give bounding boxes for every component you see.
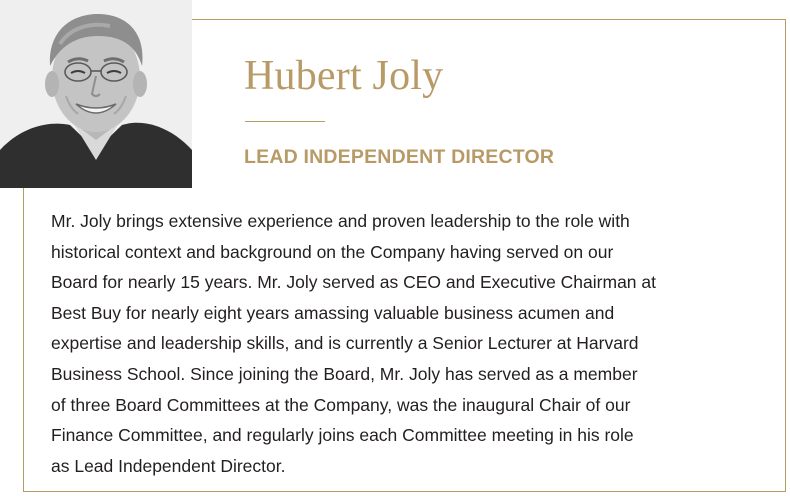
bio-line: Best Buy for nearly eight years amassing valuable business acumen and bbox=[51, 302, 615, 323]
person-title: LEAD INDEPENDENT DIRECTOR bbox=[244, 146, 555, 168]
person-name: Hubert Joly bbox=[244, 53, 444, 99]
name-divider bbox=[245, 121, 325, 122]
portrait-photo bbox=[0, 0, 192, 188]
bio-line: historical context and background on the Company having served on our bbox=[51, 241, 614, 262]
bio-line: Finance Committee, and regularly joins each Committee meeting in his role bbox=[51, 425, 634, 446]
bio-line: Board for nearly 15 years. Mr. Joly served as CEO and Executive Chairman at bbox=[51, 272, 656, 293]
biography-text bbox=[51, 206, 790, 481]
bio-line: Business School. Since joining the Board, Mr. Joly has served as a member bbox=[51, 363, 638, 384]
bio-line: Mr. Joly brings extensive experience and proven leadership to the role with bbox=[51, 211, 630, 231]
bio-line: of three Board Committees at the Company, was the inaugural Chair of our bbox=[51, 394, 631, 415]
bio-line: as Lead Independent Director. bbox=[51, 455, 286, 476]
bio-line: expertise and leadership skills, and is currently a Senior Lecturer at Harvard bbox=[51, 333, 639, 354]
